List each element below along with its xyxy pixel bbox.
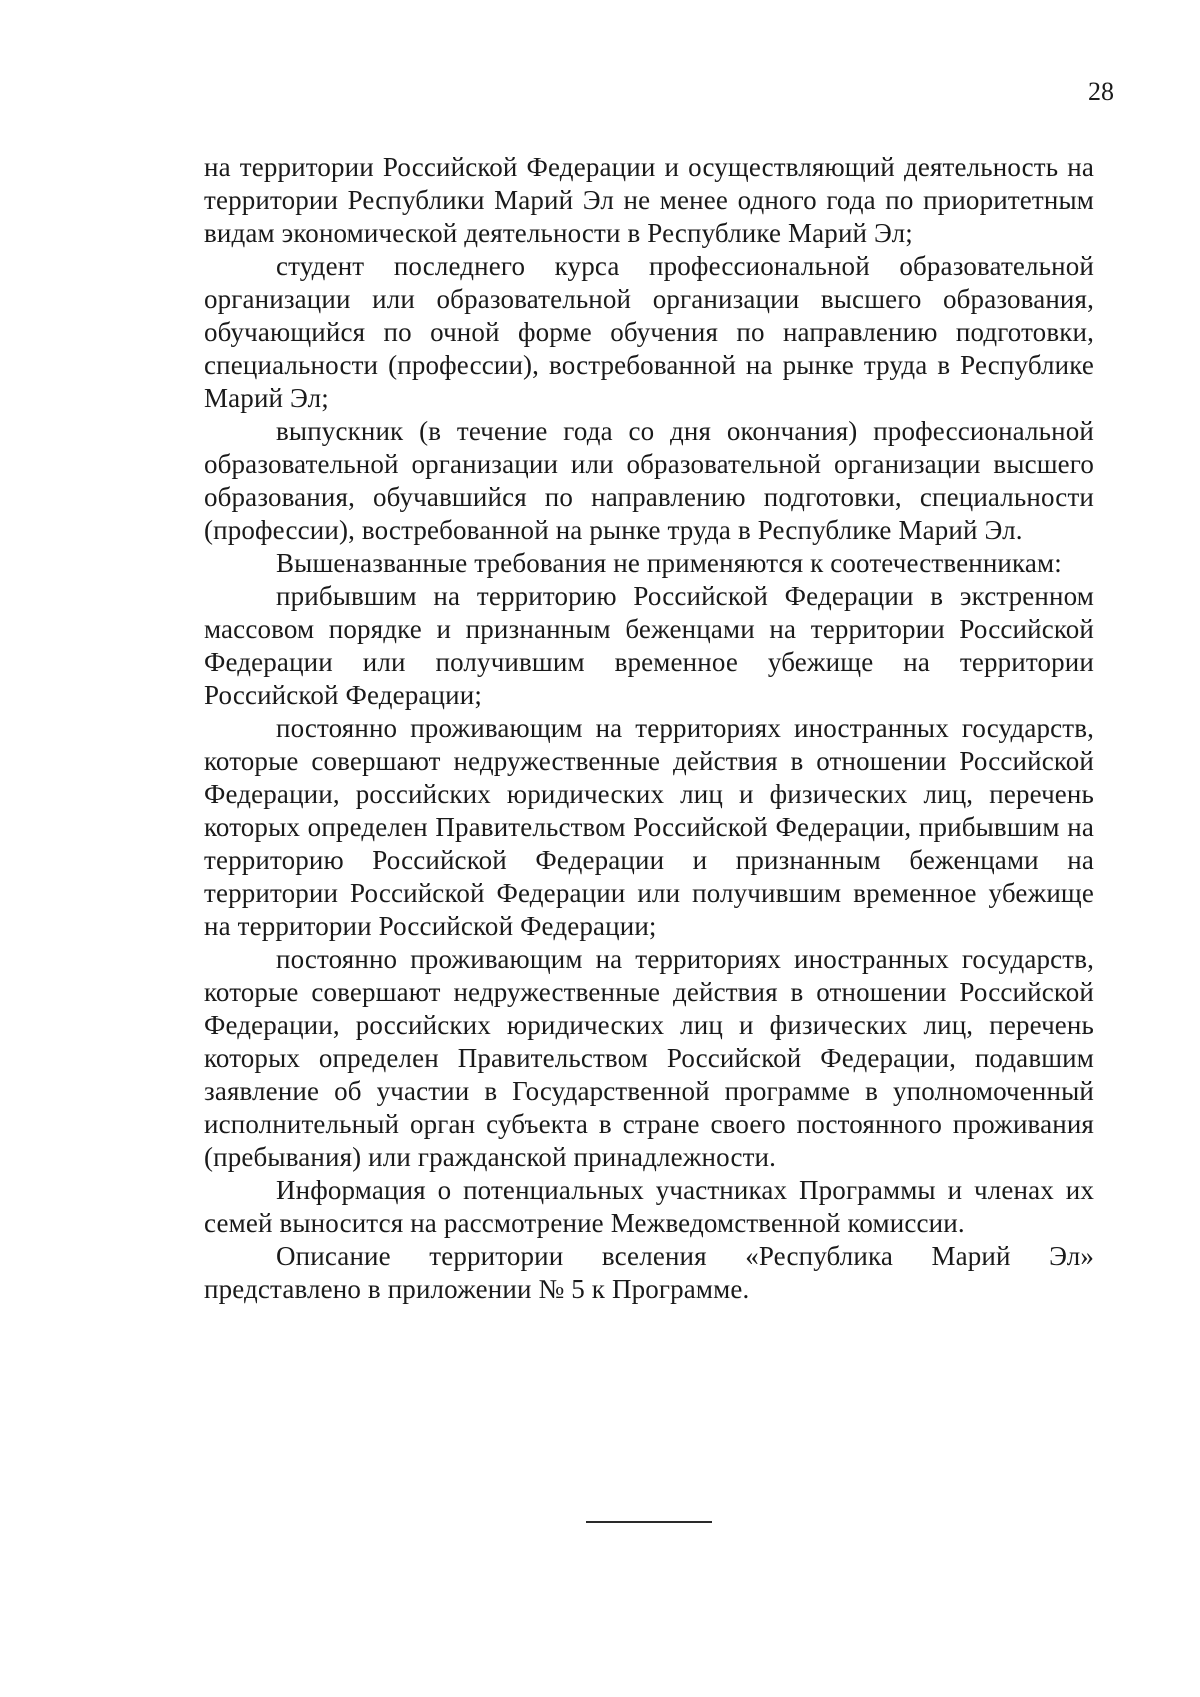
document-body <box>204 151 1094 1306</box>
paragraph-9: Описание территории вселения «Республика Марий Эл» представлено в приложении № 5 к Программе. <box>204 1241 1094 1304</box>
paragraph-5: прибывшим на территорию Российской Федерации в экстренном массовом порядке и признанным беженцами на территории Российской Федерации или получившим временное убежище на территории Российской Федерации; <box>204 581 1094 710</box>
paragraph-4: Вышеназванные требования не применяются к соотечественникам: <box>276 548 1062 578</box>
paragraph-2: студент последнего курса профессиональной образовательной организации или образовательной организации высшего образования, обучающийся по очной форме обучения по направлению подготовки, специальности (профессии), востребованной на рынке труда в Республике Марий Эл; <box>204 251 1094 413</box>
page-number: 28 <box>1088 77 1114 106</box>
paragraph-6: постоянно проживающим на территориях иностранных государств, которые совершают недружественные действия в отношении Российской Федерации, российских юридических лиц и физических лиц, перечень которых определен Правительством Российской Федерации, прибывшим на территорию Российской Федерации и признанным беженцами на территории Российской Федерации или получившим временное убежище на территории Российской Федерации; <box>204 713 1094 941</box>
paragraph-1: на территории Российской Федерации и осуществляющий деятельность на территории Республики Марий Эл не менее одного года по приоритетным видам экономической деятельности в Республике Марий Эл; <box>204 152 1094 248</box>
paragraph-7: постоянно проживающим на территориях иностранных государств, которые совершают недружественные действия в отношении Российской Федерации, российских юридических лиц и физических лиц, перечень которых определен Правительством Российской Федерации, подавшим заявление об участии в Государственной программе в уполномоченный исполнительный орган субъекта в стране своего постоянного проживания (пребывания) или гражданской принадлежности. <box>204 944 1094 1172</box>
paragraph-3: выпускник (в течение года со дня окончания) профессиональной образовательной организации или образовательной организации высшего образования, обучавшийся по направлению подготовки, специальности (профессии), востребованной на рынке труда в Республике Марий Эл. <box>204 416 1094 545</box>
closing-rule <box>586 1521 712 1523</box>
paragraph-8: Информация о потенциальных участниках Программы и членах их семей выносится на рассмотрение Межведомственной комиссии. <box>204 1175 1094 1238</box>
